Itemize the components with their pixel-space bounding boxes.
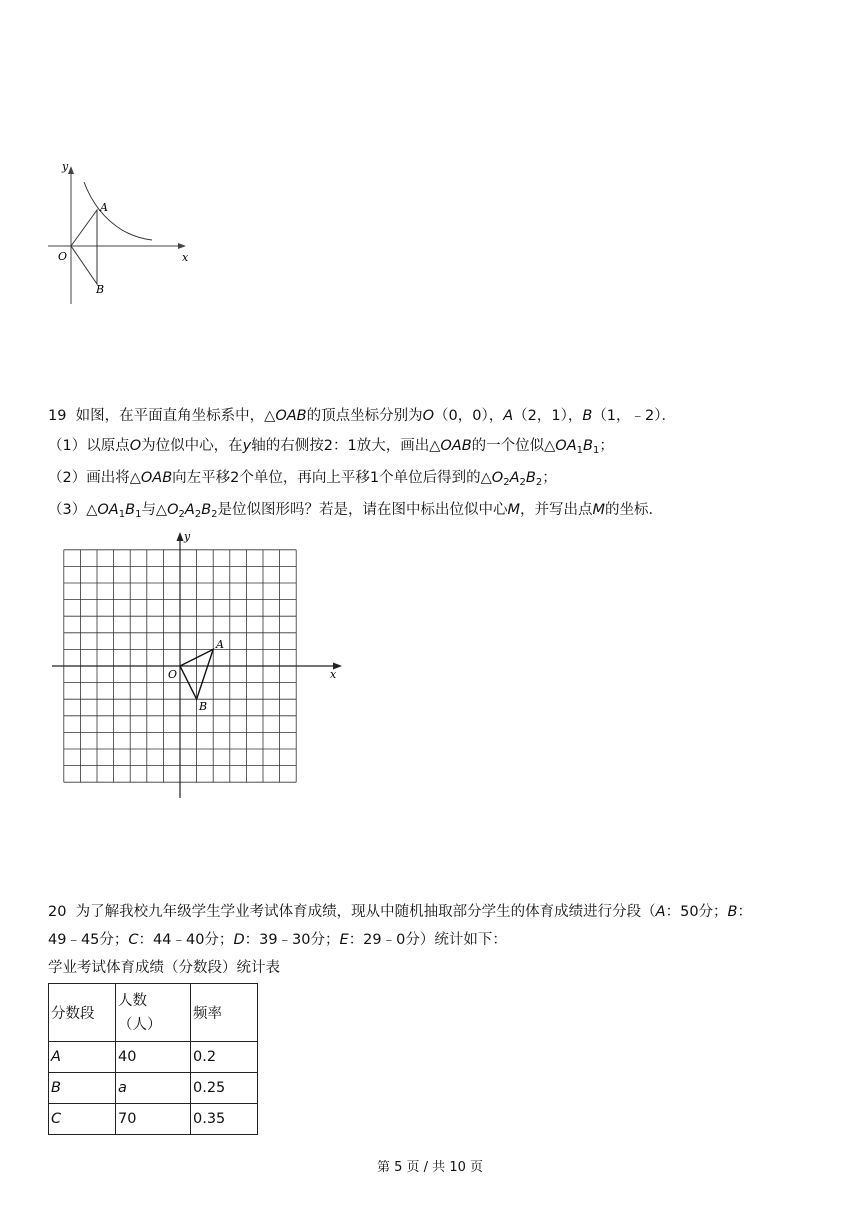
header-segment: 分数段 [49, 984, 116, 1042]
table-header-row [49, 984, 258, 1042]
fig2-origin-label: O [168, 668, 178, 681]
fig1-point-a-label: A [100, 201, 108, 214]
fig1-origin-label: O [58, 250, 68, 263]
cell-segment: B [49, 1073, 116, 1104]
cell-frequency: 0.2 [191, 1042, 258, 1073]
page-footer: 第 5 页 / 共 10 页 [377, 1160, 483, 1175]
figure-hyperbola-triangle [40, 158, 200, 308]
header-count: 人数 （人） [116, 984, 191, 1042]
cell-frequency: 0.25 [191, 1073, 258, 1104]
q20-stem-line-2: 49﹣45分；C：44﹣40分；D：39﹣30分；E：29﹣0分）统计如下： [48, 932, 507, 948]
table-row [49, 1042, 258, 1073]
fig2-point-b-label: B [199, 700, 208, 713]
cell-frequency: 0.35 [191, 1104, 258, 1135]
score-table [48, 983, 258, 1135]
table-row [49, 1104, 258, 1135]
q19-part-2: （2）画出将△OAB向左平移2个单位，再向上平移1个单位后得到的$\triangle O_2A_2B_2$； [48, 470, 557, 488]
cell-count: a [116, 1073, 191, 1104]
q19-stem: 19 如图，在平面直角坐标系中，△OAB的顶点坐标分别为O（0，0），A（2，1），B（1，﹣2）． [48, 408, 677, 424]
fig2-x-label: x [330, 668, 337, 681]
cell-count: 70 [116, 1104, 191, 1135]
q20-stem-line-1: 20 为了解我校九年级学生学业考试体育成绩，现从中随机抽取部分学生的体育成绩进行分段（A：50分；B： [48, 904, 752, 920]
q19-part-3: $(3)\triangle OA_1B_1$与$\triangle O_2A_2B_2$是位似图形吗？若是，请在图中标出位似中心M，并写出点M的坐标． [48, 502, 664, 520]
fig2-y-label: y [184, 530, 191, 543]
cell-segment: C [49, 1104, 116, 1135]
cell-count: 40 [116, 1042, 191, 1073]
cell-segment: A [49, 1042, 116, 1073]
table-title: 学业考试体育成绩（分数段）统计表 [48, 960, 280, 976]
table-row [49, 1073, 258, 1104]
fig1-point-b-label: B [96, 283, 105, 296]
fig1-y-label: y [62, 160, 69, 173]
figure-coordinate-grid [48, 528, 348, 803]
header-frequency: 频率 [191, 984, 258, 1042]
q19-part-1: （1）以原点O为位似中心，在y轴的右侧按2：1放大，画出△OAB的一个位似$\triangle OA_1B_1$； [48, 438, 614, 456]
fig1-x-label: x [182, 251, 189, 264]
fig2-point-a-label: A [216, 638, 224, 651]
